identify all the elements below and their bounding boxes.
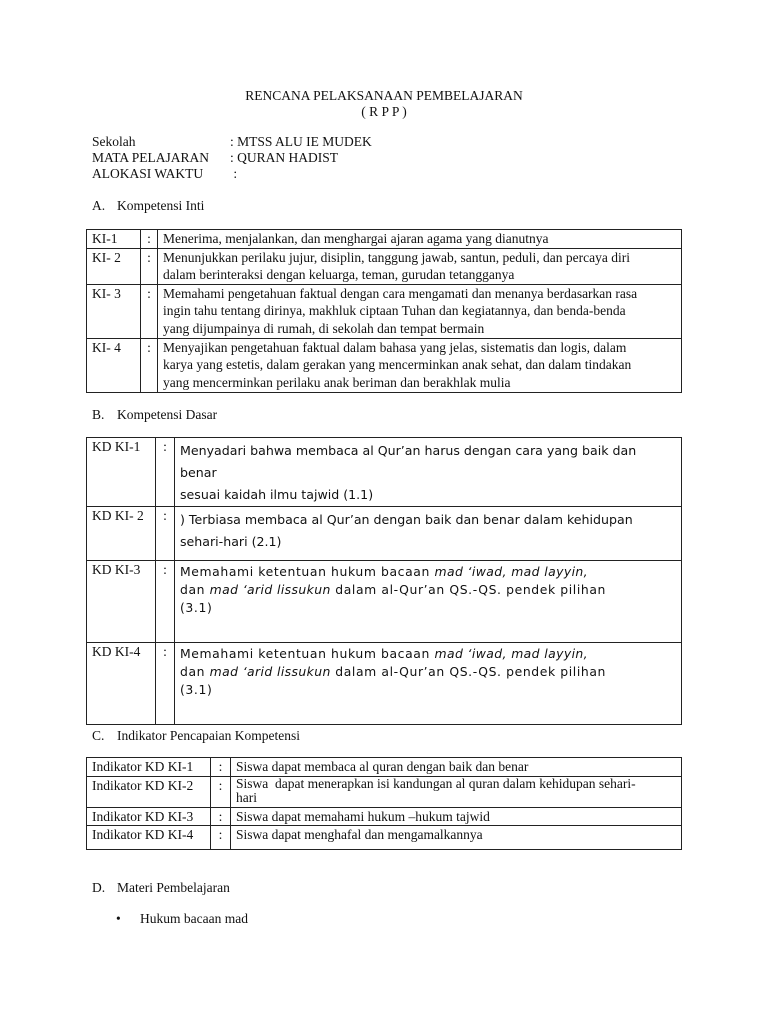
row-text: Memahami ketentuan hukum bacaan mad ‘iwad, mad layyin, dan mad ‘arid lissukun dalam al-Qur’an QS.-QS. pendek pilihan (3.1)	[175, 561, 682, 643]
row-separator: :	[211, 826, 231, 850]
row-separator: :	[156, 438, 175, 507]
row-code: KD KI- 2	[87, 507, 156, 561]
row-code: KD KI-3	[87, 561, 156, 643]
section-title: Indikator Pencapaian Kompetensi	[117, 728, 300, 743]
row-text: Memahami pengetahuan faktual dengan cara mengamati dan menanya berdasarkan rasa ingin tahu tentang dirinya, makhluk ciptaan Tuhan dan kegiatannya, dan benda-benda yang dijumpainya di rumah, di sekolah dan tempat bermain	[158, 284, 682, 338]
row-text: Siswa dapat menghafal dan mengamalkannya	[231, 826, 682, 850]
section-number: A.	[92, 198, 106, 213]
row-code: Indikator KD KI-4	[87, 826, 211, 850]
kompetensi-dasar-table	[86, 437, 682, 725]
table-row	[87, 338, 682, 392]
section-title: Kompetensi Inti	[117, 198, 205, 213]
row-code: KI- 3	[87, 284, 141, 338]
table-row	[87, 826, 682, 850]
row-code: Indikator KD KI-3	[87, 807, 211, 826]
document-subtitle: ( R P P )	[361, 104, 407, 119]
row-separator: :	[141, 248, 158, 284]
row-text: Menyadari bahwa membaca al Qur’an harus dengan cara yang baik dan benar sesuai kaidah ilmu tajwid (1.1)	[175, 438, 682, 507]
identity-value: :	[230, 166, 238, 181]
row-separator: :	[141, 338, 158, 392]
row-code: KD KI-1	[87, 438, 156, 507]
table-row	[87, 758, 682, 777]
table-row	[87, 807, 682, 826]
table-row	[87, 561, 682, 643]
section-number: C.	[92, 728, 105, 743]
row-separator: :	[156, 643, 175, 725]
table-row	[87, 507, 682, 561]
row-code: KI- 4	[87, 338, 141, 392]
section-a-heading	[92, 197, 204, 214]
indikator-table	[86, 757, 682, 850]
section-number: D.	[92, 880, 106, 895]
row-text: Siswa dapat memahami hukum –hukum tajwid	[231, 807, 682, 826]
section-number: B.	[92, 407, 105, 422]
row-text: Menerima, menjalankan, dan menghargai ajaran agama yang dianutnya	[158, 230, 682, 249]
kompetensi-inti-table	[86, 229, 682, 393]
document-title: RENCANA PELAKSANAAN PEMBELAJARAN	[245, 88, 523, 103]
table-row	[87, 284, 682, 338]
row-text: Menunjukkan perilaku jujur, disiplin, tanggung jawab, santun, peduli, dan percaya diri dalam berinteraksi dengan keluarga, teman, gurudan tetangganya	[158, 248, 682, 284]
identity-value: : QURAN HADIST	[230, 150, 338, 165]
list-item	[116, 910, 248, 927]
row-separator: :	[156, 561, 175, 643]
row-text: Memahami ketentuan hukum bacaan mad ‘iwad, mad layyin, dan mad ‘arid lissukun dalam al-Qur’an QS.-QS. pendek pilihan (3.1)	[175, 643, 682, 725]
identity-label: Sekolah	[92, 134, 136, 149]
row-text: Siswa dapat menerapkan isi kandungan al quran dalam kehidupan sehari- hari	[231, 776, 682, 807]
row-code: Indikator KD KI-2	[87, 776, 211, 807]
section-d-heading	[92, 879, 230, 896]
row-separator: :	[141, 230, 158, 249]
table-row	[87, 438, 682, 507]
identity-subject	[92, 149, 338, 166]
row-code: KI-1	[87, 230, 141, 249]
row-code: KD KI-4	[87, 643, 156, 725]
row-text: ) Terbiasa membaca al Qur’an dengan baik dan benar dalam kehidupan sehari-hari (2.1)	[175, 507, 682, 561]
table-row	[87, 248, 682, 284]
row-separator: :	[211, 807, 231, 826]
identity-school	[92, 133, 372, 150]
row-separator: :	[211, 758, 231, 777]
section-title: Kompetensi Dasar	[117, 407, 218, 422]
section-b-heading	[92, 406, 217, 423]
row-code: KI- 2	[87, 248, 141, 284]
row-code: Indikator KD KI-1	[87, 758, 211, 777]
row-separator: :	[141, 284, 158, 338]
bullet-icon: •	[116, 911, 121, 926]
table-row	[87, 643, 682, 725]
section-title: Materi Pembelajaran	[117, 880, 230, 895]
table-row	[87, 230, 682, 249]
identity-label: MATA PELAJARAN	[92, 150, 210, 165]
row-separator: :	[211, 776, 231, 807]
row-text: Siswa dapat membaca al quran dengan baik dan benar	[231, 758, 682, 777]
row-separator: :	[156, 507, 175, 561]
section-c-heading	[92, 727, 300, 744]
identity-time	[92, 165, 237, 182]
list-item-text: Hukum bacaan mad	[140, 911, 248, 926]
identity-label: ALOKASI WAKTU	[92, 166, 204, 181]
identity-value: : MTSS ALU IE MUDEK	[230, 134, 372, 149]
row-text: Menyajikan pengetahuan faktual dalam bahasa yang jelas, sistematis dan logis, dalam karya yang estetis, dalam gerakan yang mencerminkan anak sehat, dan dalam tindakan yang mencerminkan perilaku anak beriman dan berakhlak mulia	[158, 338, 682, 392]
table-row	[87, 776, 682, 807]
